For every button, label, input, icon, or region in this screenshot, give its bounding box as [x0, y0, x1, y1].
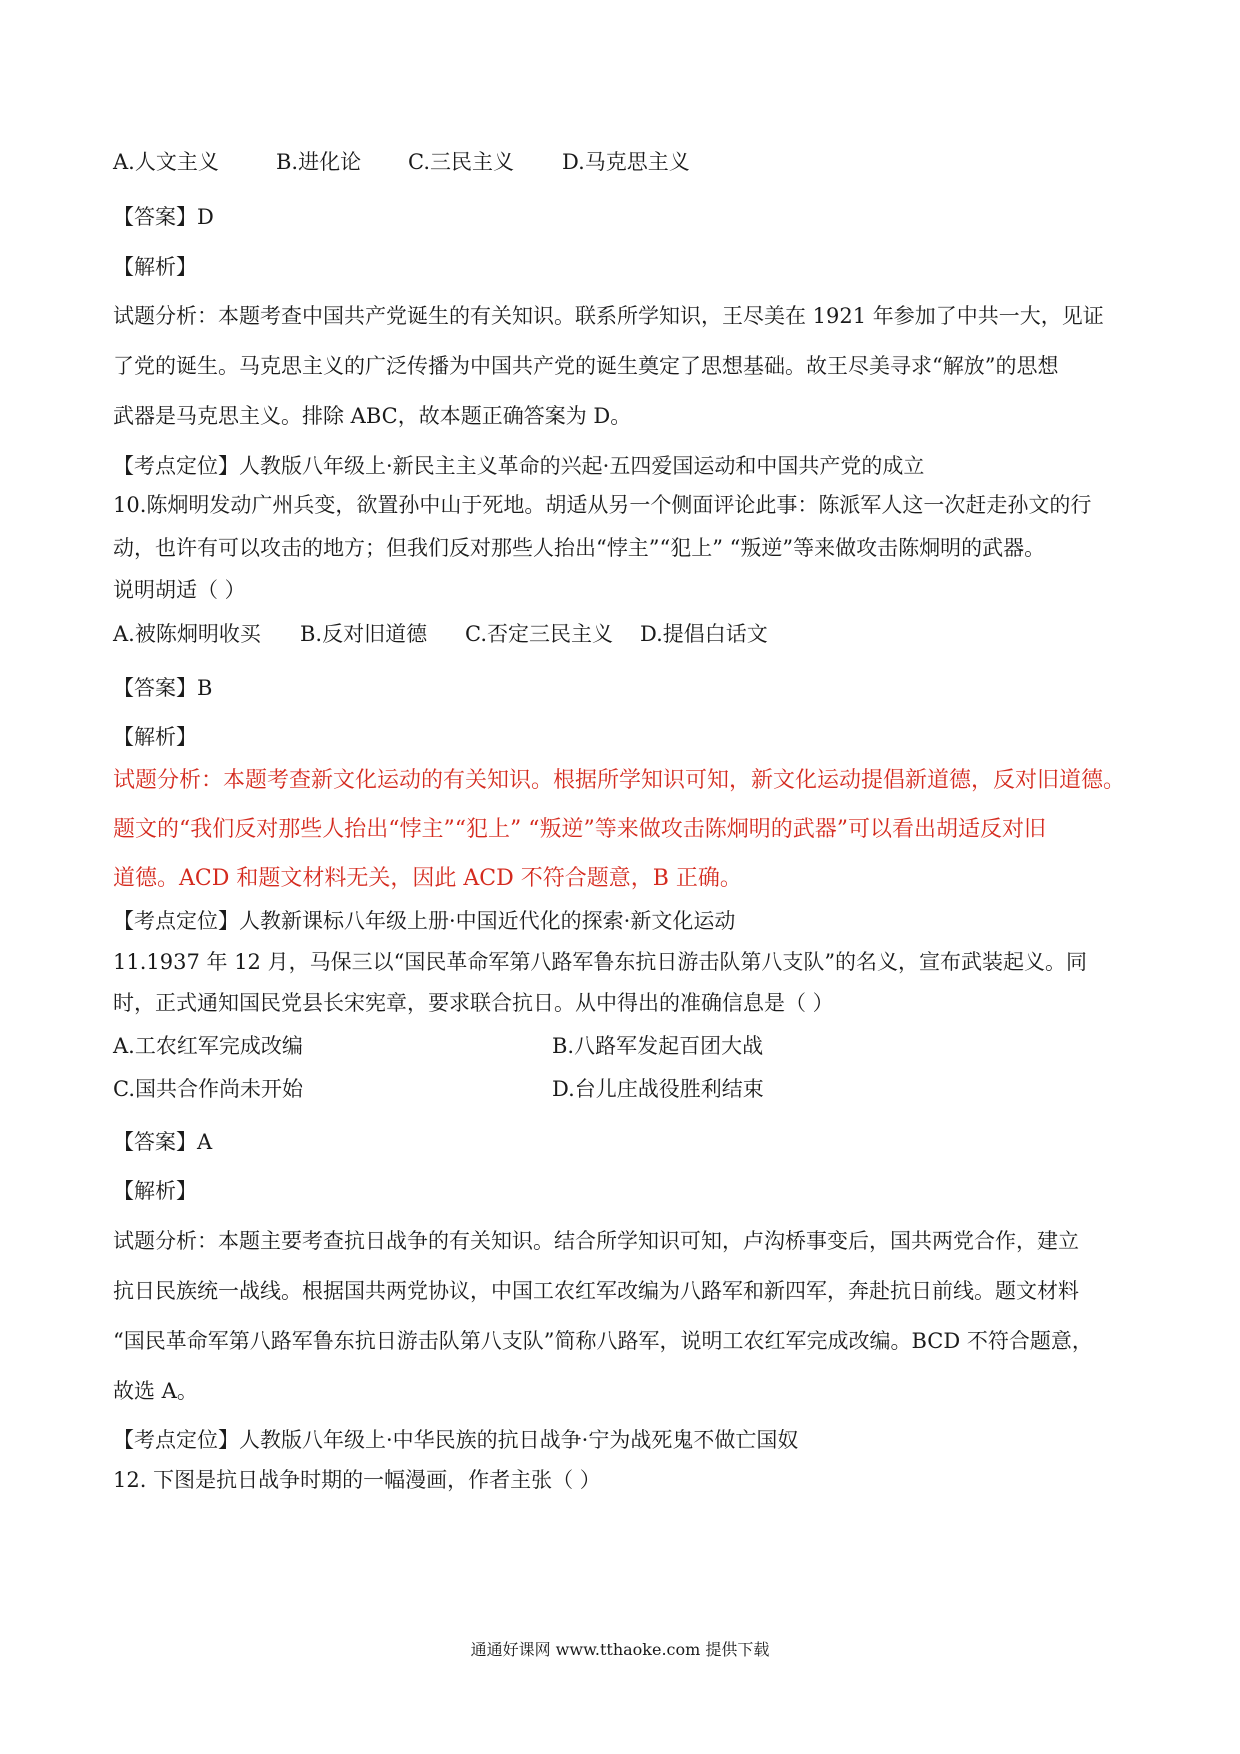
q12-stem: 12. 下图是抗日战争时期的一幅漫画，作者主张（ ） — [113, 1468, 601, 1492]
q10-kaodian: 【考点定位】人教新课标八年级上册·中国近代化的探索·新文化运动 — [113, 909, 736, 933]
q11-option-d: D.台儿庄战役胜利结束 — [552, 1077, 764, 1101]
q11-stem-line: 时，正式通知国民党县长宋宪章，要求联合抗日。从中得出的准确信息是（ ） — [113, 991, 834, 1015]
q9-answer: 【答案】D — [113, 205, 214, 229]
q9-analysis-line: 武器是马克思主义。排除 ABC，故本题正确答案为 D。 — [113, 404, 632, 428]
q11-option-b: B.八路军发起百团大战 — [552, 1034, 764, 1058]
q10-answer: 【答案】B — [113, 676, 213, 700]
q10-analysis-line: 题文的“我们反对那些人抬出“悖主”“犯上” “叛逆”等来做攻击陈炯明的武器”可以看出胡适反对旧 — [113, 817, 1046, 842]
q11-option-a: A.工农红军完成改编 — [113, 1034, 303, 1058]
q11-analysis-line: 试题分析：本题主要考查抗日战争的有关知识。结合所学知识可知，卢沟桥事变后，国共两党合作，建立 — [113, 1229, 1079, 1253]
q9-kaodian: 【考点定位】人教版八年级上·新民主主义革命的兴起·五四爱国运动和中国共产党的成立 — [113, 454, 925, 478]
q9-option-c: C.三民主义 — [408, 150, 514, 174]
q10-option-a: A.被陈炯明收买 — [113, 622, 261, 646]
q10-stem-line: 说明胡适（ ） — [113, 578, 246, 602]
q9-analysis-line: 了党的诞生。马克思主义的广泛传播为中国共产党的诞生奠定了思想基础。故王尽美寻求“解放”的思想 — [113, 354, 1059, 378]
q10-analysis-line: 试题分析：本题考查新文化运动的有关知识。根据所学知识可知，新文化运动提倡新道德，反对旧道德。 — [113, 768, 1126, 793]
q10-stem-line: 动，也许有可以攻击的地方；但我们反对那些人抬出“悖主”“犯上” “叛逆”等来做攻击陈炯明的武器。 — [113, 536, 1046, 560]
q11-stem-line: 11.1937 年 12 月，马保三以“国民革命军第八路军鲁东抗日游击队第八支队”的名义，宣布武装起义。同 — [113, 950, 1088, 974]
q11-analysis-line: 故选 A。 — [113, 1379, 198, 1403]
page-footer: 通通好课网 www.tthaoke.com 提供下载 — [470, 1640, 770, 1659]
q10-option-b: B.反对旧道德 — [300, 622, 428, 646]
q10-analysis-line: 道德。ACD 和题文材料无关，因此 ACD 不符合题意，B 正确。 — [113, 866, 742, 891]
q9-analysis-line: 试题分析：本题考查中国共产党诞生的有关知识。联系所学知识，王尽美在 1921 年参加了中共一大，见证 — [113, 304, 1104, 328]
q11-answer: 【答案】A — [113, 1130, 213, 1154]
q9-option-b: B.进化论 — [276, 150, 362, 174]
q11-analysis-title: 【解析】 — [113, 1179, 197, 1203]
q9-option-d: D.马克思主义 — [562, 150, 690, 174]
q9-option-a: A.人文主义 — [113, 150, 219, 174]
q11-analysis-line: 抗日民族统一战线。根据国共两党协议，中国工农红军改编为八路军和新四军，奔赴抗日前线。题文材料 — [113, 1279, 1079, 1303]
q10-option-d: D.提倡白话文 — [640, 622, 768, 646]
q10-option-c: C.否定三民主义 — [465, 622, 613, 646]
q11-analysis-line: “国民革命军第八路军鲁东抗日游击队第八支队”简称八路军，说明工农红军完成改编。BCD 不符合题意， — [113, 1329, 1093, 1353]
q11-kaodian: 【考点定位】人教版八年级上·中华民族的抗日战争·宁为战死鬼不做亡国奴 — [113, 1428, 799, 1452]
q10-stem-line: 10.陈炯明发动广州兵变，欲置孙中山于死地。胡适从另一个侧面评论此事：陈派军人这一次赶走孙文的行 — [113, 493, 1092, 517]
q9-analysis-title: 【解析】 — [113, 255, 197, 279]
q10-analysis-title: 【解析】 — [113, 725, 197, 749]
q11-option-c: C.国共合作尚未开始 — [113, 1077, 303, 1101]
